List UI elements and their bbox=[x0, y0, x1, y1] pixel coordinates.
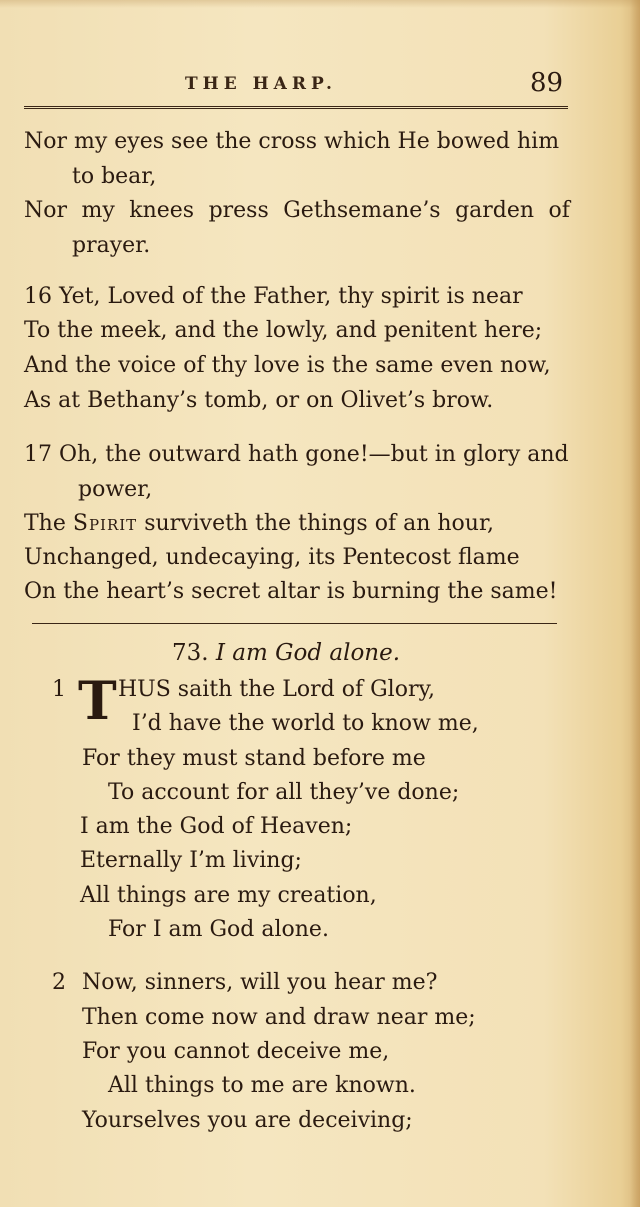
stanza-number: 16 bbox=[24, 284, 52, 309]
word: Gethsemane’s bbox=[283, 198, 441, 223]
verse-line: To account for all they’ve done; bbox=[108, 780, 460, 805]
verse-line: Now, sinners, will you hear me? bbox=[82, 970, 438, 995]
verse-line: Unchanged, undecaying, its Pentecost flame bbox=[24, 545, 520, 570]
verse-line: Nor my eyes see the cross which He bowed him bbox=[24, 129, 560, 154]
verse-line: As at Bethany’s tomb, or on Olivet’s brow. bbox=[24, 388, 494, 413]
word: of bbox=[548, 198, 570, 223]
stanza-16-line-1 bbox=[24, 283, 523, 311]
hymn-heading bbox=[172, 640, 400, 666]
page-top-edge bbox=[0, 0, 640, 8]
word: garden bbox=[455, 198, 535, 223]
verse-line: I am the God of Heaven; bbox=[80, 814, 353, 839]
verse-line: Eternally I’m living; bbox=[80, 848, 302, 873]
running-head: THE HARP. bbox=[185, 74, 337, 94]
hymn-number: 73. bbox=[172, 640, 209, 666]
verse-line: prayer. bbox=[72, 233, 151, 258]
verse-text: Oh, the outward hath gone!—but in glory and bbox=[59, 442, 569, 467]
page-number: 89 bbox=[530, 68, 564, 98]
verse-line: And the voice of thy love is the same even now, bbox=[24, 353, 551, 378]
header-rule bbox=[24, 106, 568, 111]
verse-line: HUS saith the Lord of Glory, bbox=[118, 677, 435, 702]
verse-line: To the meek, and the lowly, and penitent here; bbox=[24, 318, 543, 343]
verse-line: All things to me are known. bbox=[108, 1073, 416, 1098]
verse-line: All things are my creation, bbox=[80, 883, 377, 908]
stanza-number: 17 bbox=[24, 442, 52, 467]
verse-line: I’d have the world to know me, bbox=[132, 711, 479, 736]
verse-line: For you cannot deceive me, bbox=[82, 1039, 390, 1064]
stanza-17-line-1 bbox=[24, 441, 569, 469]
section-separator bbox=[32, 623, 557, 624]
hymn-title: I am God alone. bbox=[215, 640, 401, 666]
verse-text: The bbox=[24, 511, 66, 536]
page-right-edge bbox=[630, 0, 640, 1207]
verse-line: to bear, bbox=[72, 164, 157, 189]
verse-line: On the heart’s secret altar is burning the same! bbox=[24, 579, 558, 604]
stanza-number: 1 bbox=[52, 677, 66, 702]
small-caps-word: Spirit bbox=[72, 511, 138, 536]
drop-cap: T bbox=[78, 671, 117, 732]
word: my bbox=[81, 198, 115, 223]
word: knees bbox=[129, 198, 195, 223]
word: press bbox=[208, 198, 269, 223]
stanza-number: 2 bbox=[52, 970, 66, 995]
word: Nor bbox=[24, 198, 68, 223]
verse-text: Yet, Loved of the Father, thy spirit is near bbox=[59, 284, 523, 309]
verse-line-justified bbox=[24, 197, 570, 225]
verse-line: Yourselves you are deceiving; bbox=[82, 1108, 413, 1133]
verse-text: surviveth the things of an hour, bbox=[144, 511, 495, 536]
verse-line: power, bbox=[78, 477, 153, 502]
stanza-17-line-3 bbox=[24, 510, 494, 538]
verse-line: Then come now and draw near me; bbox=[82, 1005, 476, 1030]
verse-line: For they must stand before me bbox=[82, 746, 426, 771]
verse-line: For I am God alone. bbox=[108, 917, 329, 942]
